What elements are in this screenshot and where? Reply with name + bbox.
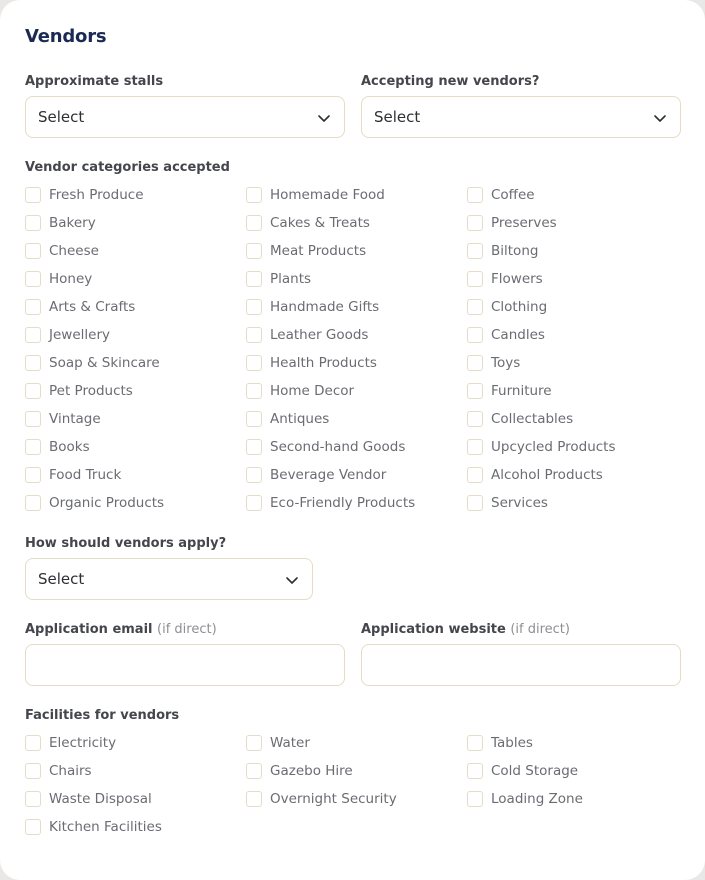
checkbox-unchecked-icon[interactable] xyxy=(25,791,41,807)
checkbox-unchecked-icon[interactable] xyxy=(25,355,41,371)
category-checkbox-label: Food Truck xyxy=(49,467,122,483)
category-checkbox-label: Coffee xyxy=(491,187,535,203)
checkbox-unchecked-icon[interactable] xyxy=(25,271,41,287)
category-checkbox-label: Toys xyxy=(491,355,521,371)
email-label xyxy=(25,622,217,637)
category-checkbox-label: Candles xyxy=(491,327,545,343)
category-checkbox-second-hand-goods[interactable] xyxy=(246,433,467,461)
apply-label: How should vendors apply? xyxy=(25,536,227,551)
facility-checkbox-label: Gazebo Hire xyxy=(270,763,353,779)
category-checkbox-flowers[interactable] xyxy=(467,265,688,293)
category-checkbox-toys[interactable] xyxy=(467,349,688,377)
checkbox-unchecked-icon[interactable] xyxy=(246,495,262,511)
category-checkbox-label: Vintage xyxy=(49,411,101,427)
checkbox-unchecked-icon[interactable] xyxy=(25,819,41,835)
category-checkbox-coffee[interactable] xyxy=(467,181,688,209)
checkbox-unchecked-icon[interactable] xyxy=(467,299,483,315)
category-checkbox-books[interactable] xyxy=(25,433,246,461)
category-checkbox-candles[interactable] xyxy=(467,321,688,349)
stalls-select[interactable] xyxy=(25,96,345,138)
facility-checkbox-gazebo-hire[interactable] xyxy=(246,757,467,785)
checkbox-unchecked-icon[interactable] xyxy=(246,467,262,483)
facility-checkbox-overnight-security[interactable] xyxy=(246,785,467,813)
facility-checkbox-tables[interactable] xyxy=(467,729,688,757)
checkbox-unchecked-icon[interactable] xyxy=(467,791,483,807)
category-checkbox-label: Furniture xyxy=(491,383,552,399)
checkbox-unchecked-icon[interactable] xyxy=(25,187,41,203)
category-checkbox-cakes-and-treats[interactable] xyxy=(246,209,467,237)
section-title: Vendors xyxy=(25,26,107,47)
checkbox-unchecked-icon[interactable] xyxy=(467,735,483,751)
checkbox-unchecked-icon[interactable] xyxy=(25,299,41,315)
category-checkbox-meat-products[interactable] xyxy=(246,237,467,265)
category-checkbox-honey[interactable] xyxy=(25,265,246,293)
checkbox-unchecked-icon[interactable] xyxy=(25,383,41,399)
checkbox-unchecked-icon[interactable] xyxy=(467,327,483,343)
chevron-down-icon xyxy=(284,572,300,588)
category-checkbox-furniture[interactable] xyxy=(467,377,688,405)
category-checkbox-leather-goods[interactable] xyxy=(246,321,467,349)
facility-checkbox-waste-disposal[interactable] xyxy=(25,785,246,813)
category-checkbox-label: Homemade Food xyxy=(270,187,385,203)
checkbox-unchecked-icon[interactable] xyxy=(25,763,41,779)
category-checkbox-vintage[interactable] xyxy=(25,405,246,433)
category-checkbox-beverage-vendor[interactable] xyxy=(246,461,467,489)
category-checkbox-food-truck[interactable] xyxy=(25,461,246,489)
category-checkbox-label: Fresh Produce xyxy=(49,187,144,203)
facility-checkbox-label: Electricity xyxy=(49,735,117,751)
checkbox-unchecked-icon[interactable] xyxy=(246,439,262,455)
checkbox-unchecked-icon[interactable] xyxy=(25,467,41,483)
accepting-select-value: Select xyxy=(374,108,421,126)
category-checkbox-label: Biltong xyxy=(491,243,539,259)
category-checkbox-label: Beverage Vendor xyxy=(270,467,387,483)
category-checkbox-label: Flowers xyxy=(491,271,543,287)
category-checkbox-pet-products[interactable] xyxy=(25,377,246,405)
category-checkbox-label: Cheese xyxy=(49,243,99,259)
checkbox-unchecked-icon[interactable] xyxy=(246,243,262,259)
category-checkbox-label: Jewellery xyxy=(49,327,110,343)
checkbox-unchecked-icon[interactable] xyxy=(25,495,41,511)
checkbox-unchecked-icon[interactable] xyxy=(246,763,262,779)
checkbox-unchecked-icon[interactable] xyxy=(246,735,262,751)
checkbox-unchecked-icon[interactable] xyxy=(467,467,483,483)
category-checkbox-label: Clothing xyxy=(491,299,548,315)
checkbox-unchecked-icon[interactable] xyxy=(25,439,41,455)
category-checkbox-label: Pet Products xyxy=(49,383,133,399)
checkbox-unchecked-icon[interactable] xyxy=(25,411,41,427)
category-checkbox-label: Soap & Skincare xyxy=(49,355,160,371)
category-checkbox-preserves[interactable] xyxy=(467,209,688,237)
checkbox-unchecked-icon[interactable] xyxy=(246,271,262,287)
checkbox-unchecked-icon[interactable] xyxy=(246,791,262,807)
accepting-label: Accepting new vendors? xyxy=(361,74,540,89)
category-checkbox-label: Plants xyxy=(270,271,312,287)
category-checkbox-antiques[interactable] xyxy=(246,405,467,433)
stalls-label: Approximate stalls xyxy=(25,74,164,89)
facility-checkbox-loading-zone[interactable] xyxy=(467,785,688,813)
checkbox-unchecked-icon[interactable] xyxy=(246,187,262,203)
facilities-checkbox-group xyxy=(25,729,688,841)
category-checkbox-plants[interactable] xyxy=(246,265,467,293)
facility-checkbox-cold-storage[interactable] xyxy=(467,757,688,785)
category-checkbox-label: Services xyxy=(491,495,548,511)
checkbox-unchecked-icon[interactable] xyxy=(467,243,483,259)
category-checkbox-home-decor[interactable] xyxy=(246,377,467,405)
category-checkbox-label: Honey xyxy=(49,271,93,287)
checkbox-unchecked-icon[interactable] xyxy=(25,243,41,259)
checkbox-unchecked-icon[interactable] xyxy=(467,187,483,203)
category-checkbox-label: Meat Products xyxy=(270,243,367,259)
checkbox-unchecked-icon[interactable] xyxy=(467,411,483,427)
category-checkbox-alcohol-products[interactable] xyxy=(467,461,688,489)
category-checkbox-label: Health Products xyxy=(270,355,377,371)
category-checkbox-label: Antiques xyxy=(270,411,330,427)
website-label-text: Application website xyxy=(361,622,506,637)
facility-checkbox-label: Overnight Security xyxy=(270,791,397,807)
facility-checkbox-label: Waste Disposal xyxy=(49,791,152,807)
email-label-hint: (if direct) xyxy=(157,622,217,637)
website-label xyxy=(361,622,570,637)
facility-checkbox-chairs[interactable] xyxy=(25,757,246,785)
category-checkbox-handmade-gifts[interactable] xyxy=(246,293,467,321)
category-checkbox-label: Handmade Gifts xyxy=(270,299,380,315)
checkbox-unchecked-icon[interactable] xyxy=(246,411,262,427)
apply-method-select[interactable] xyxy=(25,558,313,600)
category-checkbox-label: Collectables xyxy=(491,411,574,427)
category-checkbox-collectables[interactable] xyxy=(467,405,688,433)
accepting-select[interactable] xyxy=(361,96,681,138)
facility-checkbox-electricity[interactable] xyxy=(25,729,246,757)
category-checkbox-label: Bakery xyxy=(49,215,96,231)
categories-label: Vendor categories accepted xyxy=(25,160,230,175)
facilities-label: Facilities for vendors xyxy=(25,708,180,723)
category-checkbox-label: Second-hand Goods xyxy=(270,439,406,455)
category-checkbox-label: Home Decor xyxy=(270,383,355,399)
facility-checkbox-label: Cold Storage xyxy=(491,763,579,779)
chevron-down-icon xyxy=(652,110,668,126)
category-checkbox-label: Upcycled Products xyxy=(491,439,616,455)
category-checkbox-homemade-food[interactable] xyxy=(246,181,467,209)
category-checkbox-organic-products[interactable] xyxy=(25,489,246,517)
checkbox-unchecked-icon[interactable] xyxy=(467,215,483,231)
checkbox-unchecked-icon[interactable] xyxy=(467,439,483,455)
facility-checkbox-label: Chairs xyxy=(49,763,92,779)
facility-checkbox-label: Water xyxy=(270,735,310,751)
checkbox-unchecked-icon[interactable] xyxy=(246,299,262,315)
chevron-down-icon xyxy=(316,110,332,126)
checkbox-unchecked-icon[interactable] xyxy=(467,355,483,371)
category-checkbox-label: Books xyxy=(49,439,90,455)
checkbox-unchecked-icon[interactable] xyxy=(25,735,41,751)
category-checkbox-label: Organic Products xyxy=(49,495,165,511)
checkbox-unchecked-icon[interactable] xyxy=(246,355,262,371)
category-checkbox-label: Cakes & Treats xyxy=(270,215,370,231)
stalls-select-value: Select xyxy=(38,108,85,126)
categories-checkbox-group xyxy=(25,181,688,517)
facility-checkbox-water[interactable] xyxy=(246,729,467,757)
checkbox-unchecked-icon[interactable] xyxy=(246,215,262,231)
checkbox-unchecked-icon[interactable] xyxy=(467,383,483,399)
checkbox-unchecked-icon[interactable] xyxy=(25,327,41,343)
category-checkbox-label: Leather Goods xyxy=(270,327,369,343)
category-checkbox-arts-and-crafts[interactable] xyxy=(25,293,246,321)
category-checkbox-label: Alcohol Products xyxy=(491,467,603,483)
application-website-field[interactable] xyxy=(361,644,681,686)
category-checkbox-services[interactable] xyxy=(467,489,688,517)
checkbox-unchecked-icon[interactable] xyxy=(246,383,262,399)
checkbox-unchecked-icon[interactable] xyxy=(25,215,41,231)
category-checkbox-biltong[interactable] xyxy=(467,237,688,265)
facility-checkbox-label: Tables xyxy=(491,735,533,751)
category-checkbox-eco-friendly-products[interactable] xyxy=(246,489,467,517)
apply-select-value: Select xyxy=(38,570,85,588)
category-checkbox-fresh-produce[interactable] xyxy=(25,181,246,209)
email-label-text: Application email xyxy=(25,622,153,637)
category-checkbox-bakery[interactable] xyxy=(25,209,246,237)
category-checkbox-clothing[interactable] xyxy=(467,293,688,321)
facility-checkbox-label: Kitchen Facilities xyxy=(49,819,162,835)
facility-checkbox-kitchen-facilities[interactable] xyxy=(25,813,246,841)
application-email-field[interactable] xyxy=(25,644,345,686)
category-checkbox-cheese[interactable] xyxy=(25,237,246,265)
category-checkbox-soap-and-skincare[interactable] xyxy=(25,349,246,377)
category-checkbox-jewellery[interactable] xyxy=(25,321,246,349)
category-checkbox-label: Arts & Crafts xyxy=(49,299,136,315)
category-checkbox-label: Preserves xyxy=(491,215,557,231)
category-checkbox-label: Eco-Friendly Products xyxy=(270,495,416,511)
website-label-hint: (if direct) xyxy=(510,622,570,637)
checkbox-unchecked-icon[interactable] xyxy=(467,495,483,511)
checkbox-unchecked-icon[interactable] xyxy=(467,763,483,779)
category-checkbox-upcycled-products[interactable] xyxy=(467,433,688,461)
checkbox-unchecked-icon[interactable] xyxy=(467,271,483,287)
facility-checkbox-label: Loading Zone xyxy=(491,791,583,807)
checkbox-unchecked-icon[interactable] xyxy=(246,327,262,343)
category-checkbox-health-products[interactable] xyxy=(246,349,467,377)
